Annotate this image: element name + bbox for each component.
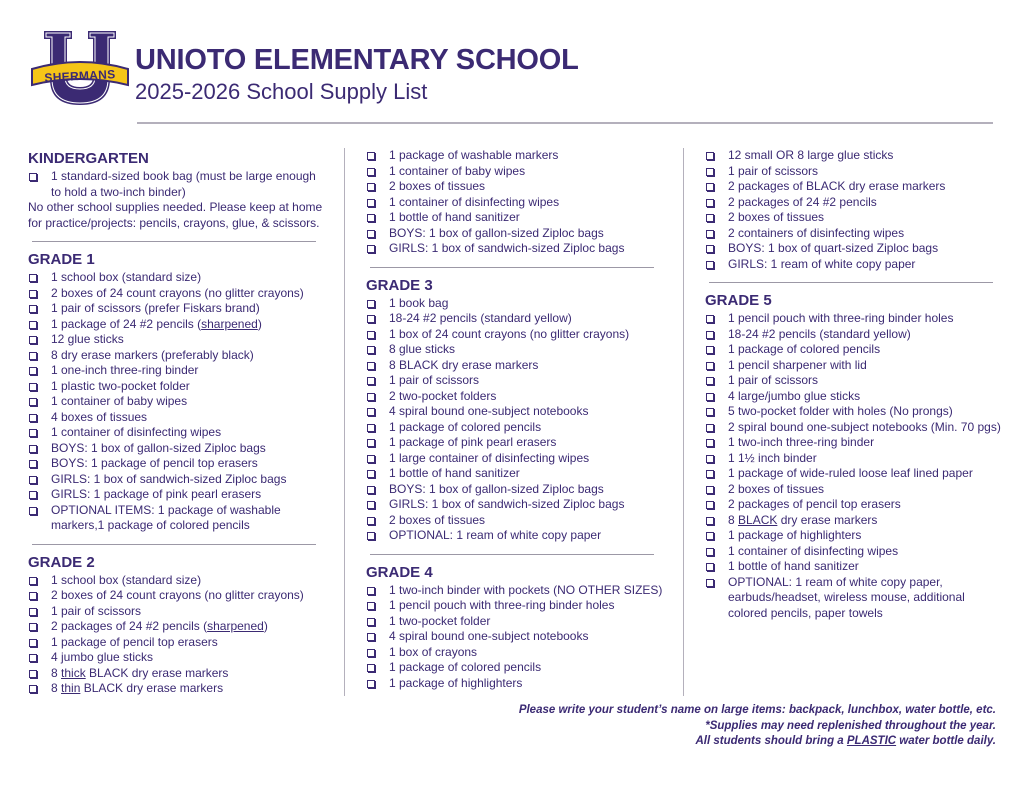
item-text: BLACK dry erase markers	[80, 681, 224, 695]
list-item	[366, 226, 666, 242]
checkbox-icon	[29, 336, 37, 344]
item-text: 1 box of crayons	[389, 644, 478, 659]
list-item	[366, 513, 666, 529]
list-item	[366, 404, 666, 420]
item-text: 8	[51, 681, 62, 695]
column-divider	[344, 148, 345, 696]
kindergarten-note: No other school supplies needed. Please keep at home for practice/projects: pencils, crayons, glue, & scissors.	[28, 200, 323, 230]
item-text: 2 boxes of 24 count crayons (no glitter crayons)	[51, 285, 304, 300]
list-item	[366, 373, 666, 389]
list-item	[28, 650, 328, 666]
checkbox-icon	[367, 424, 375, 432]
item-text: GIRLS: 1 ream of white copy paper	[728, 256, 916, 271]
item-text: 2 packages of BLACK dry erase markers	[728, 179, 946, 193]
checkbox-icon	[706, 377, 714, 385]
list-item	[366, 645, 666, 661]
list-item	[705, 164, 1005, 180]
checkbox-icon	[29, 608, 37, 616]
list-item	[366, 614, 666, 630]
checkbox-icon	[706, 548, 714, 556]
footer-line-2: *Supplies may need replenished throughout the year.	[705, 719, 996, 732]
list-item	[28, 394, 328, 410]
list-item	[28, 348, 328, 364]
checkbox-icon	[706, 183, 714, 191]
list-item	[28, 410, 328, 426]
footer-text: water bottle daily.	[896, 735, 996, 747]
item-text: 1 package of pink pearl erasers	[389, 435, 557, 449]
checkbox-icon	[367, 152, 375, 160]
checkbox-icon	[29, 577, 37, 585]
checkbox-icon	[367, 649, 375, 657]
item-text: 1 plastic two-pocket folder	[51, 378, 190, 393]
checkbox-icon	[367, 455, 375, 463]
list-item	[28, 286, 328, 302]
item-text: 5 two-pocket folder with holes (No prongs)	[728, 404, 953, 418]
item-text: 1 bottle of hand sanitizer	[389, 210, 520, 224]
list-item	[705, 389, 1005, 405]
checkbox-icon	[29, 592, 37, 600]
checkbox-icon	[367, 199, 375, 207]
checkbox-icon	[706, 331, 714, 339]
list-item	[28, 573, 328, 589]
item-text: 1 box of 24 count crayons (no glitter crayons)	[389, 326, 630, 341]
section-divider	[709, 282, 993, 283]
grade1-title: GRADE 1	[28, 251, 95, 268]
checkbox-icon	[367, 183, 375, 191]
item-text: GIRLS: 1 box of sandwich-sized Ziploc bags	[51, 471, 287, 486]
checkbox-icon	[29, 274, 37, 282]
checkbox-icon	[367, 517, 375, 525]
checkbox-icon	[367, 664, 375, 672]
section-divider	[370, 554, 654, 555]
checkbox-icon	[29, 429, 37, 437]
list-item	[366, 179, 666, 195]
item-text: 1 school box (standard size)	[51, 572, 202, 587]
school-logo	[30, 27, 130, 109]
item-text: 1 container of baby wipes	[389, 163, 526, 178]
item-text: 1 two-inch three-ring binder	[728, 435, 875, 449]
item-text: 1 pencil pouch with three-ring binder holes	[728, 311, 954, 325]
list-item	[366, 342, 666, 358]
checkbox-icon	[29, 321, 37, 329]
list-item	[366, 311, 666, 327]
checkbox-icon	[29, 623, 37, 631]
checkbox-icon	[367, 501, 375, 509]
grade4-title: GRADE 4	[366, 563, 433, 581]
checkbox-icon	[367, 230, 375, 238]
list-item	[28, 456, 328, 472]
list-item	[28, 588, 328, 604]
checkbox-icon	[706, 439, 714, 447]
checkbox-icon	[367, 532, 375, 540]
list-item	[705, 195, 1005, 211]
list-item	[705, 311, 1005, 327]
checkbox-icon	[367, 587, 375, 595]
grade5-title: GRADE 5	[705, 292, 772, 309]
item-text: 1 pencil pouch with three-ring binder holes	[389, 598, 615, 612]
item-text: 1 pencil sharpener with lid	[728, 357, 867, 372]
list-item	[705, 404, 1005, 420]
page-title: UNIOTO ELEMENTARY SCHOOL	[135, 44, 579, 76]
item-text: 2 containers of disinfecting wipes	[728, 225, 905, 240]
footer-line-3	[519, 734, 996, 750]
list-item	[705, 373, 1005, 389]
checkbox-icon	[29, 654, 37, 662]
item-text: 1 container of disinfecting wipes	[728, 543, 899, 558]
list-item	[28, 619, 328, 635]
item-text: 2 spiral bound one-subject notebooks (Min. 70 pgs)	[728, 419, 1001, 434]
item-text: 8 dry erase markers (preferably black)	[51, 347, 254, 362]
list-item	[28, 270, 328, 286]
list-item	[366, 528, 666, 544]
item-text: 4 boxes of tissues	[51, 409, 148, 424]
item-text: 1 pair of scissors	[728, 373, 819, 387]
item-text: 2 packages of pencil top erasers	[728, 497, 901, 511]
list-item	[705, 528, 1005, 544]
list-item	[705, 575, 1005, 622]
list-item	[366, 497, 666, 513]
checkbox-icon	[29, 460, 37, 468]
list-item	[28, 317, 328, 333]
item-text: 4 large/jumbo glue sticks	[728, 388, 861, 403]
item-text: 1 package of highlighters	[728, 528, 862, 542]
item-text: 1 package of washable markers	[389, 148, 559, 162]
item-text: 8	[728, 512, 739, 527]
item-text: 2 boxes of 24 count crayons (no glitter crayons)	[51, 588, 304, 602]
item-text-underlined: BLACK	[738, 512, 778, 527]
checkbox-icon	[706, 230, 714, 238]
list-item	[28, 666, 328, 682]
list-item	[366, 482, 666, 498]
footer-text: All students should bring a	[695, 735, 847, 747]
item-text: 2 boxes of tissues	[389, 512, 486, 527]
grade3-title: GRADE 3	[366, 276, 433, 294]
list-item	[28, 635, 328, 651]
item-text-underlined: sharpened	[201, 316, 258, 331]
list-item	[28, 441, 328, 457]
list-item	[705, 342, 1005, 358]
checkbox-icon	[367, 315, 375, 323]
footer-notes	[519, 703, 996, 750]
item-text: 1 container of disinfecting wipes	[51, 425, 222, 439]
list-item	[366, 164, 666, 180]
checkbox-icon	[367, 331, 375, 339]
item-text: 1 pair of scissors	[728, 163, 819, 178]
checkbox-icon	[29, 398, 37, 406]
item-text: GIRLS: 1 box of sandwich-sized Ziploc bags	[389, 497, 625, 511]
checkbox-icon	[706, 486, 714, 494]
item-text: OPTIONAL: 1 ream of white copy paper	[389, 528, 602, 542]
item-text: BOYS: 1 box of quart-sized Ziploc bags	[728, 241, 939, 255]
checkbox-icon	[29, 352, 37, 360]
header-divider	[137, 122, 993, 124]
checkbox-icon	[29, 476, 37, 484]
item-text: BOYS: 1 box of gallon-sized Ziploc bags	[389, 225, 604, 240]
list-item	[366, 296, 666, 312]
checkbox-icon	[706, 424, 714, 432]
item-text: 2 boxes of tissues	[728, 210, 825, 224]
item-text: BOYS: 1 box of gallon-sized Ziploc bags	[389, 481, 604, 496]
item-text: 1 large container of disinfecting wipes	[389, 450, 590, 465]
list-item	[705, 482, 1005, 498]
list-item	[705, 559, 1005, 575]
item-text-underlined: thin	[61, 681, 81, 695]
item-text: GIRLS: 1 box of sandwich-sized Ziploc bags	[389, 241, 625, 255]
list-item	[366, 241, 666, 257]
list-item	[705, 148, 1005, 164]
list-item	[705, 327, 1005, 343]
item-text: 2 boxes of tissues	[728, 481, 825, 496]
list-item	[366, 676, 666, 692]
list-item	[705, 257, 1005, 273]
item-text: 4 jumbo glue sticks	[51, 650, 154, 664]
item-text: 2 packages of 24 #2 pencils	[728, 194, 877, 209]
list-item	[705, 497, 1005, 513]
item-text: )	[257, 316, 262, 331]
list-item	[705, 179, 1005, 195]
checkbox-icon	[367, 393, 375, 401]
list-item	[366, 466, 666, 482]
checkbox-icon	[29, 290, 37, 298]
item-text: 1 package of colored pencils	[728, 342, 881, 356]
item-text: 1 container of baby wipes	[51, 394, 188, 408]
grade2-title: GRADE 2	[28, 553, 95, 571]
list-item	[28, 472, 328, 488]
list-item	[28, 169, 328, 200]
checkbox-icon	[706, 214, 714, 222]
footer-line-1: Please write your student’s name on large items: backpack, lunchbox, water bottle, etc.	[518, 704, 996, 716]
list-item	[705, 451, 1005, 467]
list-item	[705, 210, 1005, 226]
list-item	[28, 487, 328, 503]
checkbox-icon	[367, 602, 375, 610]
column-2	[366, 148, 666, 691]
item-text: GIRLS: 1 package of pink pearl erasers	[51, 487, 262, 501]
checkbox-icon	[29, 491, 37, 499]
item-text: BOYS: 1 box of gallon-sized Ziploc bags	[51, 440, 266, 455]
column-1	[28, 148, 328, 697]
item-text: )	[263, 619, 268, 633]
list-item	[705, 420, 1005, 436]
checkbox-icon	[367, 346, 375, 354]
list-item	[28, 379, 328, 395]
item-text: 4 spiral bound one-subject notebooks	[389, 629, 589, 643]
list-item	[705, 241, 1005, 257]
list-item	[28, 425, 328, 441]
item-text: 1 1½ inch binder	[728, 450, 817, 465]
item-text: 1 bottle of hand sanitizer	[728, 559, 859, 573]
section-divider	[32, 544, 316, 545]
checkbox-icon	[706, 532, 714, 540]
footer-text-underlined: PLASTIC	[846, 735, 897, 747]
checkbox-icon	[367, 214, 375, 222]
item-text: 1 package of wide-ruled loose leaf lined paper	[728, 466, 973, 480]
checkbox-icon	[706, 315, 714, 323]
checkbox-icon	[706, 346, 714, 354]
item-text: 1 pair of scissors	[389, 373, 480, 387]
section-divider	[370, 267, 654, 268]
checkbox-icon	[706, 199, 714, 207]
checkbox-icon	[367, 439, 375, 447]
checkbox-icon	[367, 168, 375, 176]
checkbox-icon	[29, 685, 37, 693]
checkbox-icon	[706, 408, 714, 416]
list-item	[705, 466, 1005, 482]
item-text: OPTIONAL: 1 ream of white copy paper, earbuds/headset, wireless mouse, additional colored pencils, paper towels	[728, 574, 965, 620]
list-item	[366, 327, 666, 343]
item-text: 1 package of 24 #2 pencils (	[51, 316, 202, 331]
item-text: 1 pair of scissors (prefer Fiskars brand)	[51, 301, 260, 315]
checkbox-icon	[29, 173, 37, 181]
item-text-underlined: sharpened	[207, 619, 264, 633]
list-item	[28, 604, 328, 620]
list-item	[366, 358, 666, 374]
item-text: 8 glue sticks	[389, 342, 456, 356]
checkbox-icon	[367, 618, 375, 626]
checkbox-icon	[706, 470, 714, 478]
checkbox-icon	[706, 152, 714, 160]
column-divider	[683, 148, 684, 696]
item-text: BLACK dry erase markers	[85, 665, 229, 680]
list-item	[366, 435, 666, 451]
list-item	[366, 583, 666, 599]
checkbox-icon	[706, 579, 714, 587]
list-item	[28, 301, 328, 317]
checkbox-icon	[706, 563, 714, 571]
item-text: 2 packages of 24 #2 pencils (	[51, 619, 208, 633]
item-text: 1 package of highlighters	[389, 675, 523, 690]
checkbox-icon	[706, 393, 714, 401]
item-text: 2 two-pocket folders	[389, 388, 497, 403]
item-text: 1 standard-sized book bag (must be large enough to hold a two-inch binder)	[51, 169, 316, 199]
item-text: 18-24 #2 pencils (standard yellow)	[728, 326, 911, 341]
item-text: 1 pair of scissors	[51, 603, 142, 618]
list-item	[28, 363, 328, 379]
list-item	[366, 195, 666, 211]
item-text: 1 two-pocket folder	[389, 613, 491, 628]
list-item	[366, 629, 666, 645]
item-text: 1 bottle of hand sanitizer	[389, 466, 520, 480]
item-text: OPTIONAL ITEMS: 1 package of washable markers,1 package of colored pencils	[51, 502, 281, 532]
checkbox-icon	[29, 414, 37, 422]
checkbox-icon	[706, 501, 714, 509]
list-item	[705, 358, 1005, 374]
logo-text: SHERMANS	[44, 67, 116, 85]
item-text: 1 package of colored pencils	[389, 419, 542, 434]
list-item	[366, 148, 666, 164]
checkbox-icon	[367, 408, 375, 416]
checkbox-icon	[706, 245, 714, 253]
checkbox-icon	[367, 680, 375, 688]
checkbox-icon	[29, 367, 37, 375]
item-text: 1 container of disinfecting wipes	[389, 194, 560, 209]
checkbox-icon	[29, 639, 37, 647]
checkbox-icon	[29, 507, 37, 515]
item-text-underlined: thick	[61, 665, 86, 680]
item-text: 1 book bag	[389, 295, 449, 310]
section-divider	[32, 241, 316, 242]
item-text: dry erase markers	[777, 512, 878, 527]
checkbox-icon	[367, 377, 375, 385]
item-text: 8	[51, 665, 62, 680]
list-item	[366, 420, 666, 436]
checkbox-icon	[367, 470, 375, 478]
item-text: 1 one-inch three-ring binder	[51, 363, 199, 377]
checkbox-icon	[706, 455, 714, 463]
list-item	[28, 681, 328, 697]
page-subtitle: 2025-2026 School Supply List	[135, 79, 428, 104]
item-text: 1 school box (standard size)	[51, 270, 202, 284]
item-text: 18-24 #2 pencils (standard yellow)	[389, 311, 572, 325]
checkbox-icon	[706, 362, 714, 370]
item-text: 8 BLACK dry erase markers	[389, 357, 539, 372]
list-item	[366, 389, 666, 405]
list-item	[705, 226, 1005, 242]
checkbox-icon	[367, 486, 375, 494]
item-text: BOYS: 1 package of pencil top erasers	[51, 456, 258, 470]
checkbox-icon	[367, 362, 375, 370]
list-item	[28, 332, 328, 348]
checkbox-icon	[29, 383, 37, 391]
item-text: 1 package of colored pencils	[389, 660, 542, 674]
list-item	[366, 598, 666, 614]
list-item	[705, 544, 1005, 560]
checkbox-icon	[706, 168, 714, 176]
checkbox-icon	[706, 261, 714, 269]
checkbox-icon	[29, 670, 37, 678]
list-item	[28, 503, 328, 534]
checkbox-icon	[29, 445, 37, 453]
item-text: 4 spiral bound one-subject notebooks	[389, 404, 589, 418]
list-item	[366, 210, 666, 226]
item-text: 1 two-inch binder with pockets (NO OTHER SIZES)	[389, 582, 663, 597]
kindergarten-title: KINDERGARTEN	[28, 150, 149, 167]
shermans-u-logo-icon	[30, 27, 130, 109]
checkbox-icon	[29, 305, 37, 313]
item-text: 12 small OR 8 large glue sticks	[728, 148, 894, 162]
item-text: 2 boxes of tissues	[389, 179, 486, 193]
checkbox-icon	[367, 245, 375, 253]
checkbox-icon	[706, 517, 714, 525]
item-text: 1 package of pencil top erasers	[51, 634, 218, 649]
list-item	[366, 451, 666, 467]
checkbox-icon	[367, 300, 375, 308]
list-item	[705, 513, 1005, 529]
checkbox-icon	[367, 633, 375, 641]
list-item	[705, 435, 1005, 451]
item-text: 12 glue sticks	[51, 332, 124, 346]
list-item	[366, 660, 666, 676]
column-3	[705, 148, 1005, 621]
